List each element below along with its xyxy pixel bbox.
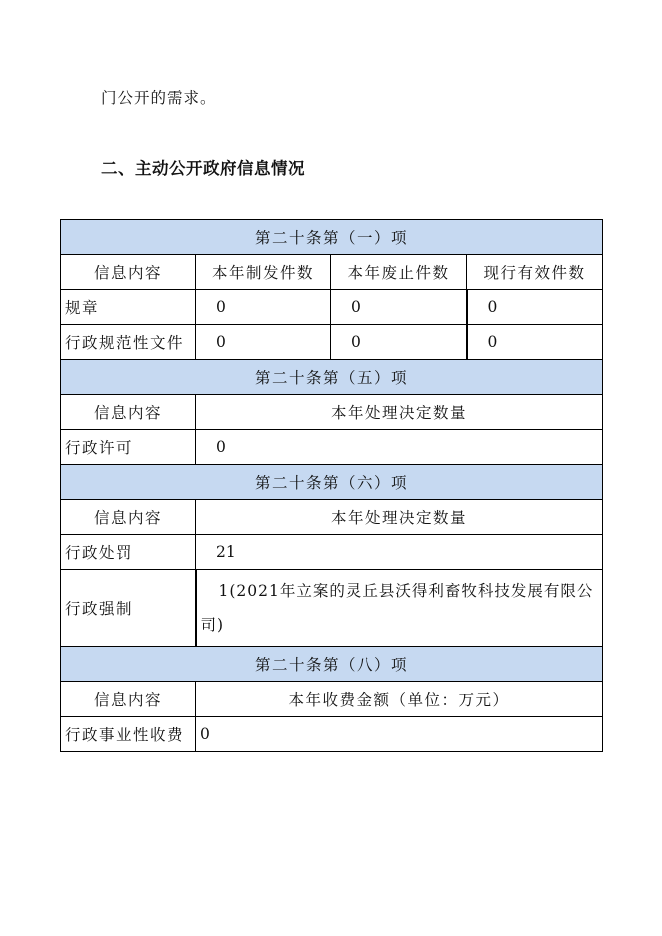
repealed-value: 0 (331, 325, 467, 360)
table-row (61, 430, 603, 465)
header-info-content: 信息内容 (61, 395, 196, 430)
section-6-title: 第二十条第（六）项 (61, 465, 603, 500)
header-decision-count: 本年处理决定数量 (196, 500, 603, 535)
section-5-title-row (61, 360, 603, 395)
table-row (61, 717, 603, 752)
section-8-header-row (61, 682, 603, 717)
section-5-title: 第二十条第（五）项 (61, 360, 603, 395)
valid-value: 0 (467, 325, 603, 360)
header-info-content: 信息内容 (61, 500, 196, 535)
header-info-content: 信息内容 (61, 682, 196, 717)
row-value: 0 (196, 717, 603, 752)
intro-line: 门公开的需求。 (101, 89, 217, 107)
row-label: 行政强制 (61, 570, 196, 647)
row-label: 行政许可 (61, 430, 196, 465)
section-8-title: 第二十条第（八）项 (61, 647, 603, 682)
repealed-value: 0 (331, 290, 467, 325)
header-valid-count: 现行有效件数 (467, 255, 603, 290)
section-8-title-row (61, 647, 603, 682)
disclosure-table (60, 219, 603, 752)
row-value: 1(2021年立案的灵丘县沃得利畜牧科技发展有限公司) (196, 570, 603, 647)
section-1-title-row (61, 220, 603, 255)
table-row (61, 290, 603, 325)
section-6-title-row (61, 465, 603, 500)
section-heading: 二、主动公开政府信息情况 (101, 159, 305, 178)
section-1-title: 第二十条第（一）项 (61, 220, 603, 255)
valid-value: 0 (467, 290, 603, 325)
header-repealed-count: 本年废止件数 (331, 255, 467, 290)
issued-value: 0 (196, 290, 331, 325)
table-row (61, 325, 603, 360)
row-label: 行政事业性收费 (61, 717, 196, 752)
table-row (61, 535, 603, 570)
header-issued-count: 本年制发件数 (196, 255, 331, 290)
header-fee-amount: 本年收费金额（单位：万元） (196, 682, 603, 717)
row-value: 0 (196, 430, 603, 465)
section-1-header-row (61, 255, 603, 290)
header-decision-count: 本年处理决定数量 (196, 395, 603, 430)
row-label: 行政规范性文件 (61, 325, 196, 360)
section-6-header-row (61, 500, 603, 535)
row-label: 行政处罚 (61, 535, 196, 570)
section-5-header-row (61, 395, 603, 430)
issued-value: 0 (196, 325, 331, 360)
table-row (61, 570, 603, 647)
row-value: 21 (196, 535, 603, 570)
row-label: 规章 (61, 290, 196, 325)
header-info-content: 信息内容 (61, 255, 196, 290)
